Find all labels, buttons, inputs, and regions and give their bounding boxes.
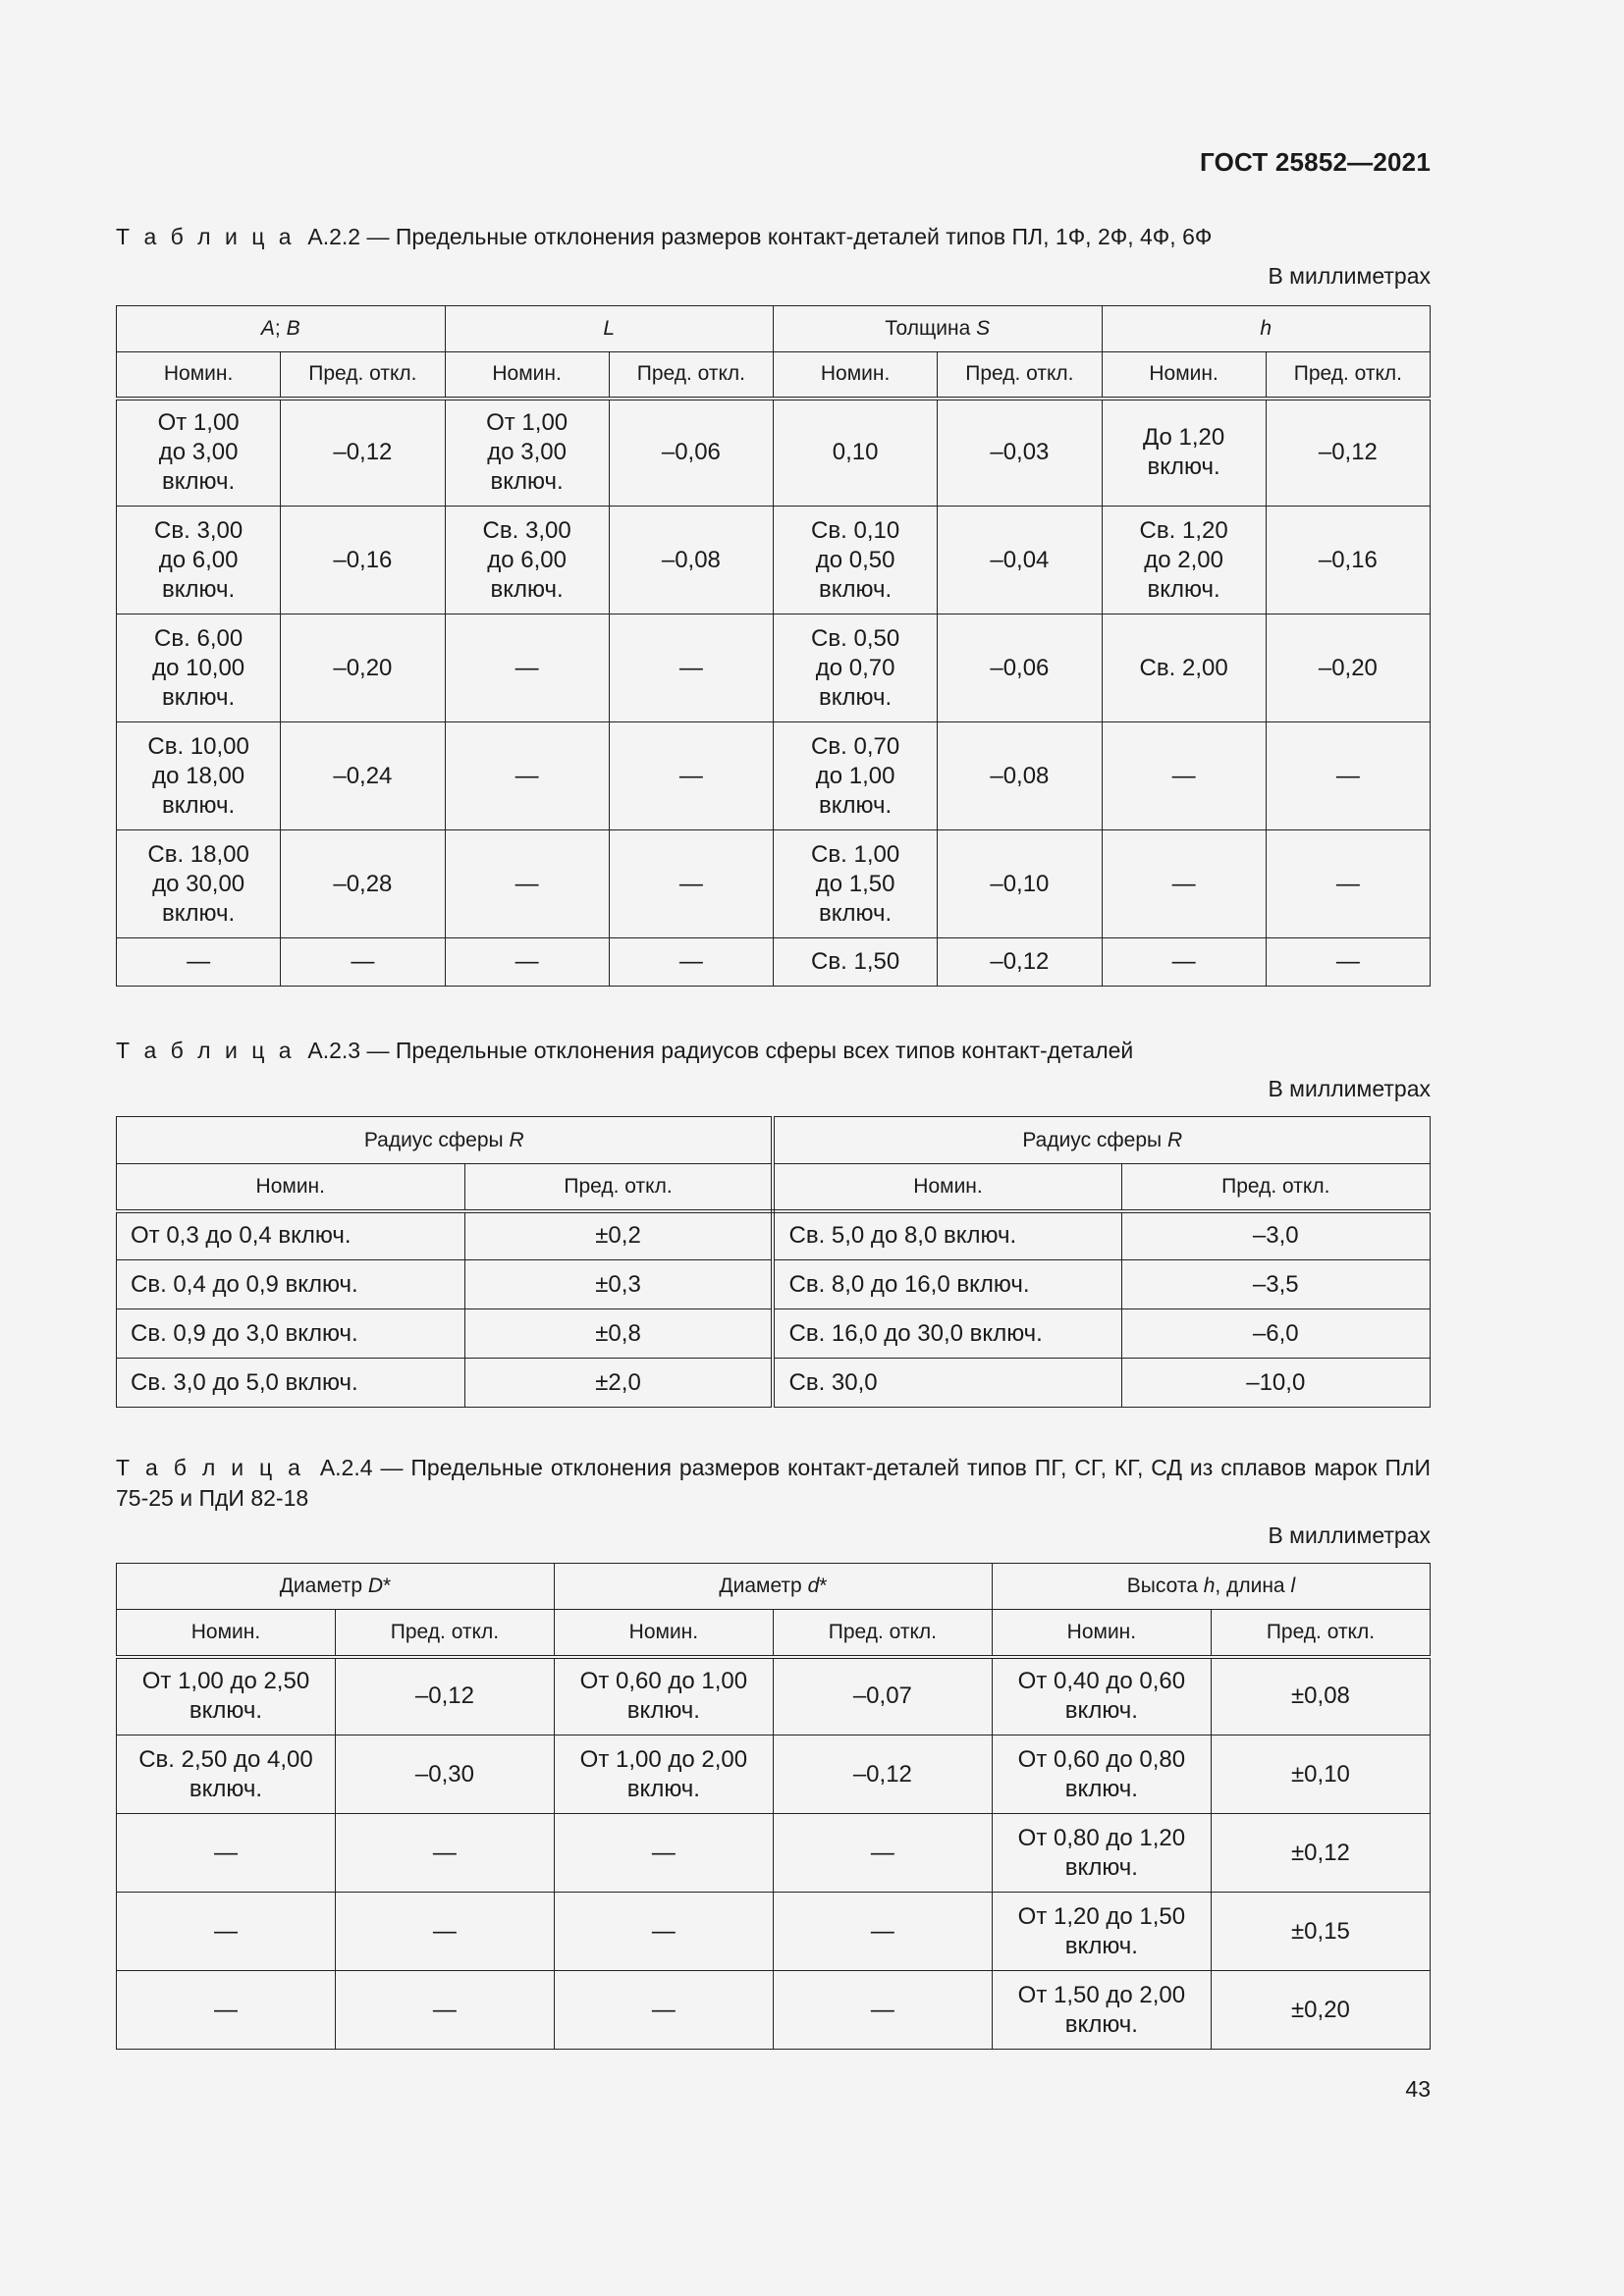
deviation-cell (281, 614, 445, 722)
page-number: 43 (1405, 2076, 1431, 2102)
deviation-header: Пред. откл. (1121, 1164, 1430, 1211)
deviation-cell (773, 1971, 992, 2050)
cell-line: до 6,00 (158, 546, 239, 573)
deviation-cell (609, 399, 773, 507)
nominal-cell (774, 399, 938, 507)
cell-line: включ. (1064, 1697, 1138, 1725)
cell-line: –0,10 (990, 870, 1050, 897)
cell-line: Св. 2,50 до 4,00 (138, 1745, 313, 1773)
cell-text: ±0,8 (595, 1319, 641, 1347)
nominal-cell (554, 1971, 773, 2050)
table-row (117, 1211, 1431, 1260)
deviation-cell (335, 1971, 554, 2050)
cell-line: –0,28 (333, 870, 393, 897)
table-a24-caption (116, 1453, 1431, 1514)
deviation-cell (1121, 1359, 1430, 1408)
nominal-cell (117, 507, 281, 614)
cell-line: включ. (162, 899, 236, 927)
nominal-cell (992, 1657, 1211, 1735)
cell-line: –0,30 (414, 1760, 474, 1788)
table-group-header-row (117, 1564, 1431, 1610)
cell-line: — (870, 1839, 894, 1866)
deviation-header: Пред. откл. (1211, 1610, 1430, 1657)
nominal-cell (774, 722, 938, 830)
cell-line: –0,06 (661, 439, 721, 466)
nominal-cell (445, 938, 609, 987)
cell-line: –0,20 (1318, 654, 1378, 681)
nominal-cell (774, 614, 938, 722)
cell-line: Св. 0,10 (811, 516, 900, 544)
table-row (117, 1893, 1431, 1971)
cell-line: включ. (1147, 575, 1220, 603)
cell-line: Св. 2,00 (1139, 654, 1228, 681)
cell-line: — (651, 1839, 676, 1866)
cell-line: –0,08 (990, 762, 1050, 789)
cell-text: Св. 5,0 до 8,0 включ. (788, 1222, 1017, 1250)
cell-text: Св. 30,0 (788, 1368, 878, 1396)
cell-line: до 2,00 (1144, 546, 1223, 573)
table-row (117, 1814, 1431, 1893)
nominal-header: Номин. (773, 1164, 1121, 1211)
table-row (117, 938, 1431, 987)
table-a22 (116, 305, 1431, 987)
nominal-cell (445, 507, 609, 614)
cell-line: — (514, 762, 539, 789)
column-group-header: Высота h, длина l (992, 1564, 1430, 1610)
nominal-cell (117, 1260, 465, 1309)
table-group-header-row (117, 306, 1431, 352)
deviation-cell (1266, 614, 1430, 722)
cell-line: включ. (1064, 2010, 1138, 2038)
deviation-cell (1266, 399, 1430, 507)
cell-line: включ. (189, 1775, 263, 1802)
table-row (117, 1971, 1431, 2050)
nominal-cell (445, 830, 609, 938)
deviation-cell (281, 722, 445, 830)
cell-line: Св. 3,00 (154, 516, 244, 544)
deviation-header: Пред. откл. (773, 1610, 992, 1657)
table-title: А.2.2 — Предельные отклонения размеров контакт-деталей типов ПЛ, 1Ф, 2Ф, 4Ф, 6Ф (307, 224, 1213, 249)
deviation-cell (1211, 1657, 1430, 1735)
deviation-cell (1121, 1309, 1430, 1359)
nominal-cell (773, 1309, 1121, 1359)
deviation-cell (1266, 830, 1430, 938)
nominal-cell (1102, 614, 1266, 722)
standard-designation: ГОСТ 25852—2021 (1200, 147, 1431, 177)
deviation-cell (609, 614, 773, 722)
nominal-cell (117, 1359, 465, 1408)
cell-text: –6,0 (1252, 1319, 1299, 1347)
cell-line: Св. 18,00 (147, 840, 249, 868)
nominal-cell (1102, 938, 1266, 987)
table-row (117, 830, 1431, 938)
cell-line: включ. (819, 683, 893, 711)
cell-line: ±0,12 (1291, 1839, 1350, 1866)
deviation-cell (773, 1657, 992, 1735)
cell-line: до 1,00 (815, 762, 895, 789)
nominal-cell (992, 1814, 1211, 1893)
deviation-cell (281, 938, 445, 987)
cell-line: — (432, 1996, 457, 2023)
deviation-cell (609, 722, 773, 830)
cell-line: 0,10 (832, 439, 879, 466)
nominal-cell (773, 1211, 1121, 1260)
deviation-cell (938, 507, 1102, 614)
table-a22-caption (116, 222, 1431, 252)
cell-line: — (1335, 762, 1360, 789)
deviation-cell (335, 1735, 554, 1814)
cell-line: –0,20 (333, 654, 393, 681)
nominal-cell (445, 614, 609, 722)
cell-line: –0,04 (990, 546, 1050, 573)
deviation-cell (938, 614, 1102, 722)
column-group-header: Диаметр d* (554, 1564, 992, 1610)
cell-text: ±0,2 (595, 1222, 641, 1250)
cell-line: ±0,08 (1291, 1682, 1350, 1710)
deviation-cell (1121, 1211, 1430, 1260)
table-a23 (116, 1116, 1431, 1408)
cell-text: –10,0 (1246, 1368, 1306, 1396)
cell-line: включ. (626, 1775, 700, 1802)
cell-line: — (514, 870, 539, 897)
cell-line: От 1,20 до 1,50 (1017, 1902, 1186, 1930)
cell-text: Св. 16,0 до 30,0 включ. (788, 1319, 1043, 1347)
nominal-cell (774, 507, 938, 614)
cell-line: –0,12 (333, 439, 393, 466)
deviation-cell (1121, 1260, 1430, 1309)
nominal-header: Номин. (117, 1610, 336, 1657)
cell-line: — (213, 1917, 238, 1945)
nominal-header: Номин. (774, 352, 938, 399)
deviation-cell (938, 830, 1102, 938)
cell-line: включ. (490, 468, 564, 496)
table-a23-caption (116, 1036, 1431, 1066)
cell-text: ±0,3 (595, 1270, 641, 1298)
deviation-cell (464, 1260, 773, 1309)
cell-line: включ. (162, 683, 236, 711)
deviation-cell (464, 1359, 773, 1408)
cell-line: включ. (819, 791, 893, 819)
cell-line: — (1171, 870, 1196, 897)
cell-line: включ. (162, 468, 236, 496)
cell-line: От 1,00 (486, 409, 568, 437)
nominal-header: Номин. (992, 1610, 1211, 1657)
nominal-cell (117, 614, 281, 722)
nominal-cell (554, 1814, 773, 1893)
nominal-cell (445, 399, 609, 507)
deviation-cell (1211, 1814, 1430, 1893)
cell-line: Св. 3,00 (482, 516, 571, 544)
units-note: В миллиметрах (1268, 1522, 1431, 1548)
nominal-cell (554, 1893, 773, 1971)
nominal-header: Номин. (554, 1610, 773, 1657)
cell-text: Св. 8,0 до 16,0 включ. (788, 1270, 1030, 1298)
cell-line: до 18,00 (152, 762, 245, 789)
cell-text: –3,0 (1252, 1222, 1299, 1250)
cell-line: — (1335, 870, 1360, 897)
cell-line: включ. (189, 1697, 263, 1725)
cell-line: До 1,20 (1143, 424, 1225, 452)
cell-text: Св. 0,4 до 0,9 включ. (131, 1270, 358, 1298)
cell-line: ±0,20 (1291, 1996, 1350, 2023)
deviation-cell (938, 399, 1102, 507)
table-label: Т а б л и ц а (116, 224, 296, 249)
deviation-cell (1211, 1735, 1430, 1814)
nominal-header: Номин. (117, 1164, 465, 1211)
deviation-header: Пред. откл. (335, 1610, 554, 1657)
table-subheader-row (117, 1164, 1431, 1211)
cell-line: — (351, 948, 375, 975)
cell-line: включ. (162, 575, 236, 603)
table-row (117, 722, 1431, 830)
cell-line: до 10,00 (152, 654, 245, 681)
column-group-header: Радиус сферы R (117, 1117, 774, 1164)
cell-line: ±0,15 (1291, 1917, 1350, 1945)
deviation-cell (609, 830, 773, 938)
deviation-header: Пред. откл. (1266, 352, 1430, 399)
cell-line: до 1,50 (815, 870, 895, 897)
cell-line: — (432, 1917, 457, 1945)
deviation-header: Пред. откл. (464, 1164, 773, 1211)
cell-line: — (678, 654, 703, 681)
cell-line: Св. 1,50 (811, 948, 900, 975)
nominal-cell (117, 722, 281, 830)
deviation-cell (335, 1893, 554, 1971)
cell-line: Св. 10,00 (147, 732, 249, 760)
cell-line: — (1335, 948, 1360, 975)
cell-line: — (678, 762, 703, 789)
nominal-header: Номин. (445, 352, 609, 399)
table-row (117, 1260, 1431, 1309)
table-row (117, 1735, 1431, 1814)
table-row (117, 507, 1431, 614)
cell-line: — (213, 1996, 238, 2023)
cell-line: — (187, 948, 211, 975)
cell-line: включ. (1064, 1853, 1138, 1881)
deviation-cell (938, 722, 1102, 830)
cell-line: –0,16 (333, 546, 393, 573)
nominal-cell (992, 1893, 1211, 1971)
deviation-cell (773, 1893, 992, 1971)
cell-line: — (651, 1996, 676, 2023)
units-note: В миллиметрах (1268, 1076, 1431, 1101)
nominal-cell (773, 1260, 1121, 1309)
cell-line: до 6,00 (487, 546, 567, 573)
table-subheader-row (117, 352, 1431, 399)
deviation-cell (1266, 938, 1430, 987)
cell-line: — (514, 948, 539, 975)
cell-line: От 0,80 до 1,20 (1017, 1824, 1186, 1851)
column-group-header: А; В (117, 306, 446, 352)
nominal-cell (117, 938, 281, 987)
cell-line: — (870, 1996, 894, 2023)
cell-line: — (1171, 948, 1196, 975)
nominal-cell (445, 722, 609, 830)
table-title: А.2.4 — Предельные отклонения размеров контакт-деталей типов ПГ, СГ, КГ, СД из сплавов марок ПлИ 75-25 и ПдИ 82-18 (116, 1455, 1432, 1511)
deviation-cell (281, 830, 445, 938)
column-group-header: h (1102, 306, 1431, 352)
nominal-cell (1102, 507, 1266, 614)
deviation-header: Пред. откл. (609, 352, 773, 399)
cell-line: От 0,40 до 0,60 (1017, 1668, 1186, 1695)
cell-line: — (514, 654, 539, 681)
deviation-cell (464, 1211, 773, 1260)
deviation-cell (1211, 1893, 1430, 1971)
nominal-cell (117, 1657, 336, 1735)
cell-line: до 30,00 (152, 870, 245, 897)
cell-line: — (651, 1917, 676, 1945)
deviation-cell (281, 507, 445, 614)
nominal-cell (992, 1971, 1211, 2050)
cell-text: –3,5 (1252, 1270, 1299, 1298)
cell-line: –0,16 (1318, 546, 1378, 573)
cell-line: до 3,00 (158, 439, 239, 466)
cell-line: Св. 1,20 (1139, 516, 1228, 544)
column-group-header: Диаметр D* (117, 1564, 555, 1610)
cell-text: ±2,0 (595, 1368, 641, 1396)
table-a24 (116, 1563, 1431, 2050)
cell-line: От 0,60 до 1,00 (579, 1668, 748, 1695)
column-group-header: Толщина S (774, 306, 1103, 352)
cell-line: включ. (1064, 1775, 1138, 1802)
cell-line: — (213, 1839, 238, 1866)
cell-line: ±0,10 (1291, 1760, 1350, 1788)
deviation-cell (773, 1814, 992, 1893)
column-group-header: Радиус сферы R (773, 1117, 1430, 1164)
cell-line: до 0,50 (815, 546, 895, 573)
cell-line: — (1171, 762, 1196, 789)
table-row (117, 1309, 1431, 1359)
table-subheader-row (117, 1610, 1431, 1657)
cell-line: –0,12 (852, 1760, 912, 1788)
deviation-header: Пред. откл. (281, 352, 445, 399)
cell-line: –0,03 (990, 439, 1050, 466)
table-row (117, 1657, 1431, 1735)
deviation-cell (609, 938, 773, 987)
cell-line: От 1,50 до 2,00 (1017, 1981, 1186, 2008)
cell-line: Св. 0,70 (811, 732, 900, 760)
table-row (117, 1359, 1431, 1408)
cell-line: –0,07 (852, 1682, 912, 1710)
cell-line: –0,12 (414, 1682, 474, 1710)
cell-line: –0,08 (661, 546, 721, 573)
nominal-cell (117, 1309, 465, 1359)
table-title: А.2.3 — Предельные отклонения радиусов сферы всех типов контакт-деталей (307, 1038, 1134, 1063)
cell-line: От 1,00 до 2,00 (579, 1745, 748, 1773)
cell-line: до 3,00 (487, 439, 567, 466)
column-group-header: L (445, 306, 774, 352)
deviation-cell (609, 507, 773, 614)
deviation-cell (464, 1309, 773, 1359)
deviation-cell (1211, 1971, 1430, 2050)
table-label: Т а б л и ц а (116, 1038, 296, 1063)
cell-line: включ. (819, 575, 893, 603)
units-note: В миллиметрах (1268, 263, 1431, 289)
cell-line: включ. (162, 791, 236, 819)
cell-line: –0,12 (1318, 439, 1378, 466)
table-label: Т а б л и ц а (116, 1455, 304, 1480)
nominal-cell (117, 1211, 465, 1260)
cell-line: От 0,60 до 0,80 (1017, 1745, 1186, 1773)
cell-line: Св. 1,00 (811, 840, 900, 868)
cell-text: Св. 3,0 до 5,0 включ. (131, 1368, 358, 1396)
nominal-cell (117, 1814, 336, 1893)
nominal-cell (117, 1893, 336, 1971)
table-row (117, 399, 1431, 507)
deviation-cell (1266, 507, 1430, 614)
deviation-cell (281, 399, 445, 507)
nominal-header: Номин. (117, 352, 281, 399)
nominal-cell (1102, 399, 1266, 507)
cell-line: — (678, 870, 703, 897)
nominal-cell (774, 830, 938, 938)
nominal-header: Номин. (1102, 352, 1266, 399)
cell-line: включ. (490, 575, 564, 603)
cell-text: Св. 0,9 до 3,0 включ. (131, 1319, 358, 1347)
cell-line: до 0,70 (815, 654, 895, 681)
cell-line: включ. (819, 899, 893, 927)
nominal-cell (1102, 722, 1266, 830)
nominal-cell (117, 1735, 336, 1814)
nominal-cell (774, 938, 938, 987)
table-group-header-row (117, 1117, 1431, 1164)
table-row (117, 614, 1431, 722)
cell-line: — (678, 948, 703, 975)
cell-line: Св. 0,50 (811, 624, 900, 652)
cell-line: –0,06 (990, 654, 1050, 681)
nominal-cell (117, 399, 281, 507)
cell-line: включ. (1147, 454, 1220, 481)
deviation-cell (1266, 722, 1430, 830)
nominal-cell (1102, 830, 1266, 938)
nominal-cell (992, 1735, 1211, 1814)
nominal-cell (773, 1359, 1121, 1408)
nominal-cell (117, 830, 281, 938)
cell-line: –0,24 (333, 762, 393, 789)
cell-line: –0,12 (990, 948, 1050, 975)
cell-line: включ. (626, 1697, 700, 1725)
cell-text: От 0,3 до 0,4 включ. (131, 1222, 352, 1250)
cell-line: Св. 6,00 (154, 624, 244, 652)
nominal-cell (117, 1971, 336, 2050)
deviation-cell (938, 938, 1102, 987)
deviation-cell (773, 1735, 992, 1814)
cell-line: включ. (1064, 1932, 1138, 1959)
nominal-cell (554, 1657, 773, 1735)
deviation-cell (335, 1657, 554, 1735)
deviation-cell (335, 1814, 554, 1893)
nominal-cell (554, 1735, 773, 1814)
cell-line: От 1,00 (157, 409, 240, 437)
deviation-header: Пред. откл. (938, 352, 1102, 399)
cell-line: От 1,00 до 2,50 (141, 1668, 310, 1695)
cell-line: — (870, 1917, 894, 1945)
cell-line: — (432, 1839, 457, 1866)
